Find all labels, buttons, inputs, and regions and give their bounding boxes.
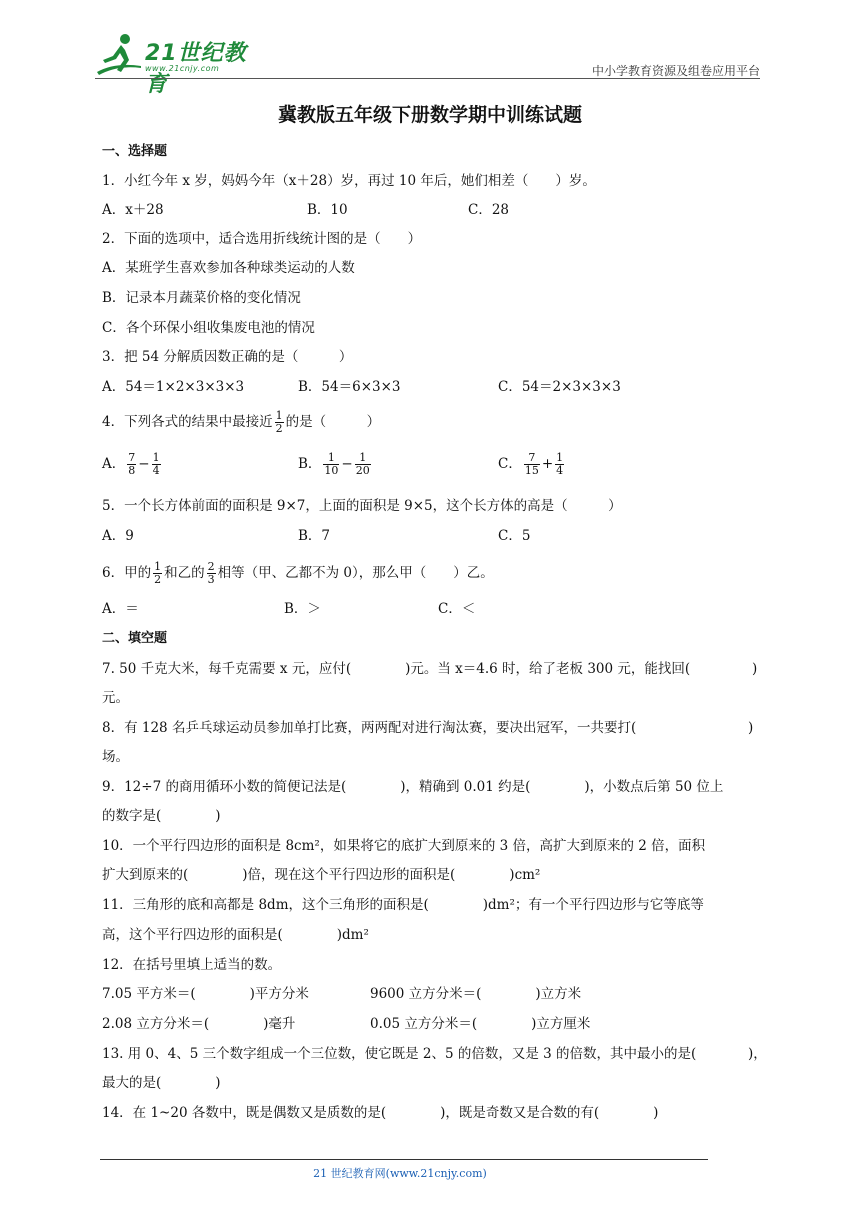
header-tagline: 中小学教育资源及组卷应用平台 xyxy=(591,64,760,78)
question-4 xyxy=(102,410,380,435)
q5-option-c: C．5 xyxy=(498,528,531,544)
question-6: 6．甲的 $\frac{1}{2}$ 和乙的 $\frac{2}{3}$ 相等（甲、乙都不为 0），那么甲（ ）乙。 xyxy=(102,560,494,586)
q3-option-a: A．54＝1×2×3×3×3 xyxy=(102,379,245,395)
q6-option-b: B．＞ xyxy=(284,601,321,617)
question-9: 9．12÷7 的商用循环小数的简便记法是( )，精确到 0.01 约是( )，小数点后第 50 位上 xyxy=(102,779,724,795)
section-heading-fill: 二、填空题 xyxy=(102,631,168,646)
question-10-cont: 扩大到原来的( )倍，现在这个平行四边形的面积是( )cm² xyxy=(102,867,541,883)
question-8-cont: 场。 xyxy=(102,749,129,765)
question-10: 10．一个平行四边形的面积是 8cm²，如果将它的底扩大到原来的 3 倍，高扩大到原来的 2 倍，面积 xyxy=(102,838,706,854)
question-11-cont: 高，这个平行四边形的面积是( )dm² xyxy=(102,927,369,943)
q5-option-b: B．7 xyxy=(298,528,331,544)
page-header xyxy=(95,30,760,97)
question-7: 7. 50 千克大米，每千克需要 x 元，应付( )元。当 x＝4.6 时，给了老板 300 元，能找回( xyxy=(102,661,691,677)
question-3: 3．把 54 分解质因数正确的是（ ） xyxy=(102,349,353,365)
question-13: 13. 用 0、4、5 三个数字组成一个三位数，使它既是 2、5 的倍数，又是 3 的倍数，其中最小的是( xyxy=(102,1046,697,1062)
footer-divider xyxy=(100,1159,708,1160)
question-9-cont: 的数字是( ) xyxy=(102,808,221,824)
q2-option-c: C．各个环保小组收集废电池的情况 xyxy=(102,320,315,336)
q12-item-3: 2.08 立方分米＝( )毫升 xyxy=(102,1016,296,1032)
page-footer: 21 世纪教育网(www.21cnjy.com) xyxy=(313,1167,487,1180)
q2-option-a: A．某班学生喜欢参加各种球类运动的人数 xyxy=(102,260,355,276)
question-12: 12．在括号里填上适当的数。 xyxy=(102,957,282,973)
q12-item-4: 0.05 立方分米＝( )立方厘米 xyxy=(370,1016,591,1032)
q3-option-b: B．54＝6×3×3 xyxy=(298,379,401,395)
header-divider xyxy=(95,78,760,79)
question-14: 14．在 1~20 各数中，既是偶数又是质数的是( )，既是奇数又是合数的有( ) xyxy=(102,1105,659,1121)
page-title: 冀教版五年级下册数学期中训练试题 xyxy=(277,104,582,126)
q1-option-b: B．10 xyxy=(307,202,348,218)
runner-logo-icon xyxy=(95,32,143,76)
q4-option-c: C． $\frac{7}{15}$ + $\frac{1}{4}$ xyxy=(498,451,564,477)
question-5: 5．一个长方体前面的面积是 9×7，上面的面积是 9×5，这个长方体的高是（ ） xyxy=(102,498,622,514)
question-2: 2．下面的选项中，适合选用折线统计图的是（ ） xyxy=(102,231,422,247)
question-1: 1．小红今年 x 岁，妈妈今年（x＋28）岁，再过 10 年后，她们相差（ ）岁。 xyxy=(102,173,596,189)
section-heading-choice: 一、选择题 xyxy=(102,144,168,159)
q4-option-b: B． $\frac{1}{10}$ − $\frac{1}{20}$ xyxy=(298,451,370,477)
q12-item-2: 9600 立方分米＝( )立方米 xyxy=(370,986,582,1002)
q3-option-c: C．54＝2×3×3×3 xyxy=(498,379,621,395)
logo-url: www.21cnjy.com xyxy=(145,64,220,73)
q8-close-paren: ) xyxy=(748,720,754,736)
logo xyxy=(95,30,265,97)
question-7-cont: 元。 xyxy=(102,690,129,706)
logo-text: 21世纪教育 xyxy=(145,41,247,97)
q4-stem-pre: 4．下列各式的结果中最接近 xyxy=(102,414,273,430)
q13-close-paren: )， xyxy=(748,1046,767,1062)
q6-option-a: A．＝ xyxy=(102,601,139,617)
q1-option-c: C．28 xyxy=(468,202,510,218)
question-8: 8．有 128 名乒乓球运动员参加单打比赛，两两配对进行淘汰赛，要决出冠军，一共要打( xyxy=(102,720,637,736)
q6-option-c: C．＜ xyxy=(438,601,476,617)
question-13-cont: 最大的是( ) xyxy=(102,1075,221,1091)
q4-option-a: A． $\frac{7}{8}$ − $\frac{1}{4}$ xyxy=(102,451,160,477)
q4-stem-post: 的是（ ） xyxy=(285,414,381,430)
q5-option-a: A．9 xyxy=(102,528,134,544)
question-11: 11．三角形的底和高都是 8dm，这个三角形的面积是( )dm²；有一个平行四边形与它等底等 xyxy=(102,897,704,913)
q1-option-a: A．x＋28 xyxy=(102,202,164,218)
q7-close-paren: ) xyxy=(752,661,758,677)
q2-option-b: B．记录本月蔬菜价格的变化情况 xyxy=(102,290,301,306)
q12-item-1: 7.05 平方米＝( )平方分米 xyxy=(102,986,309,1002)
q4-fraction-half: $\frac{1}{2}$ xyxy=(275,409,283,435)
